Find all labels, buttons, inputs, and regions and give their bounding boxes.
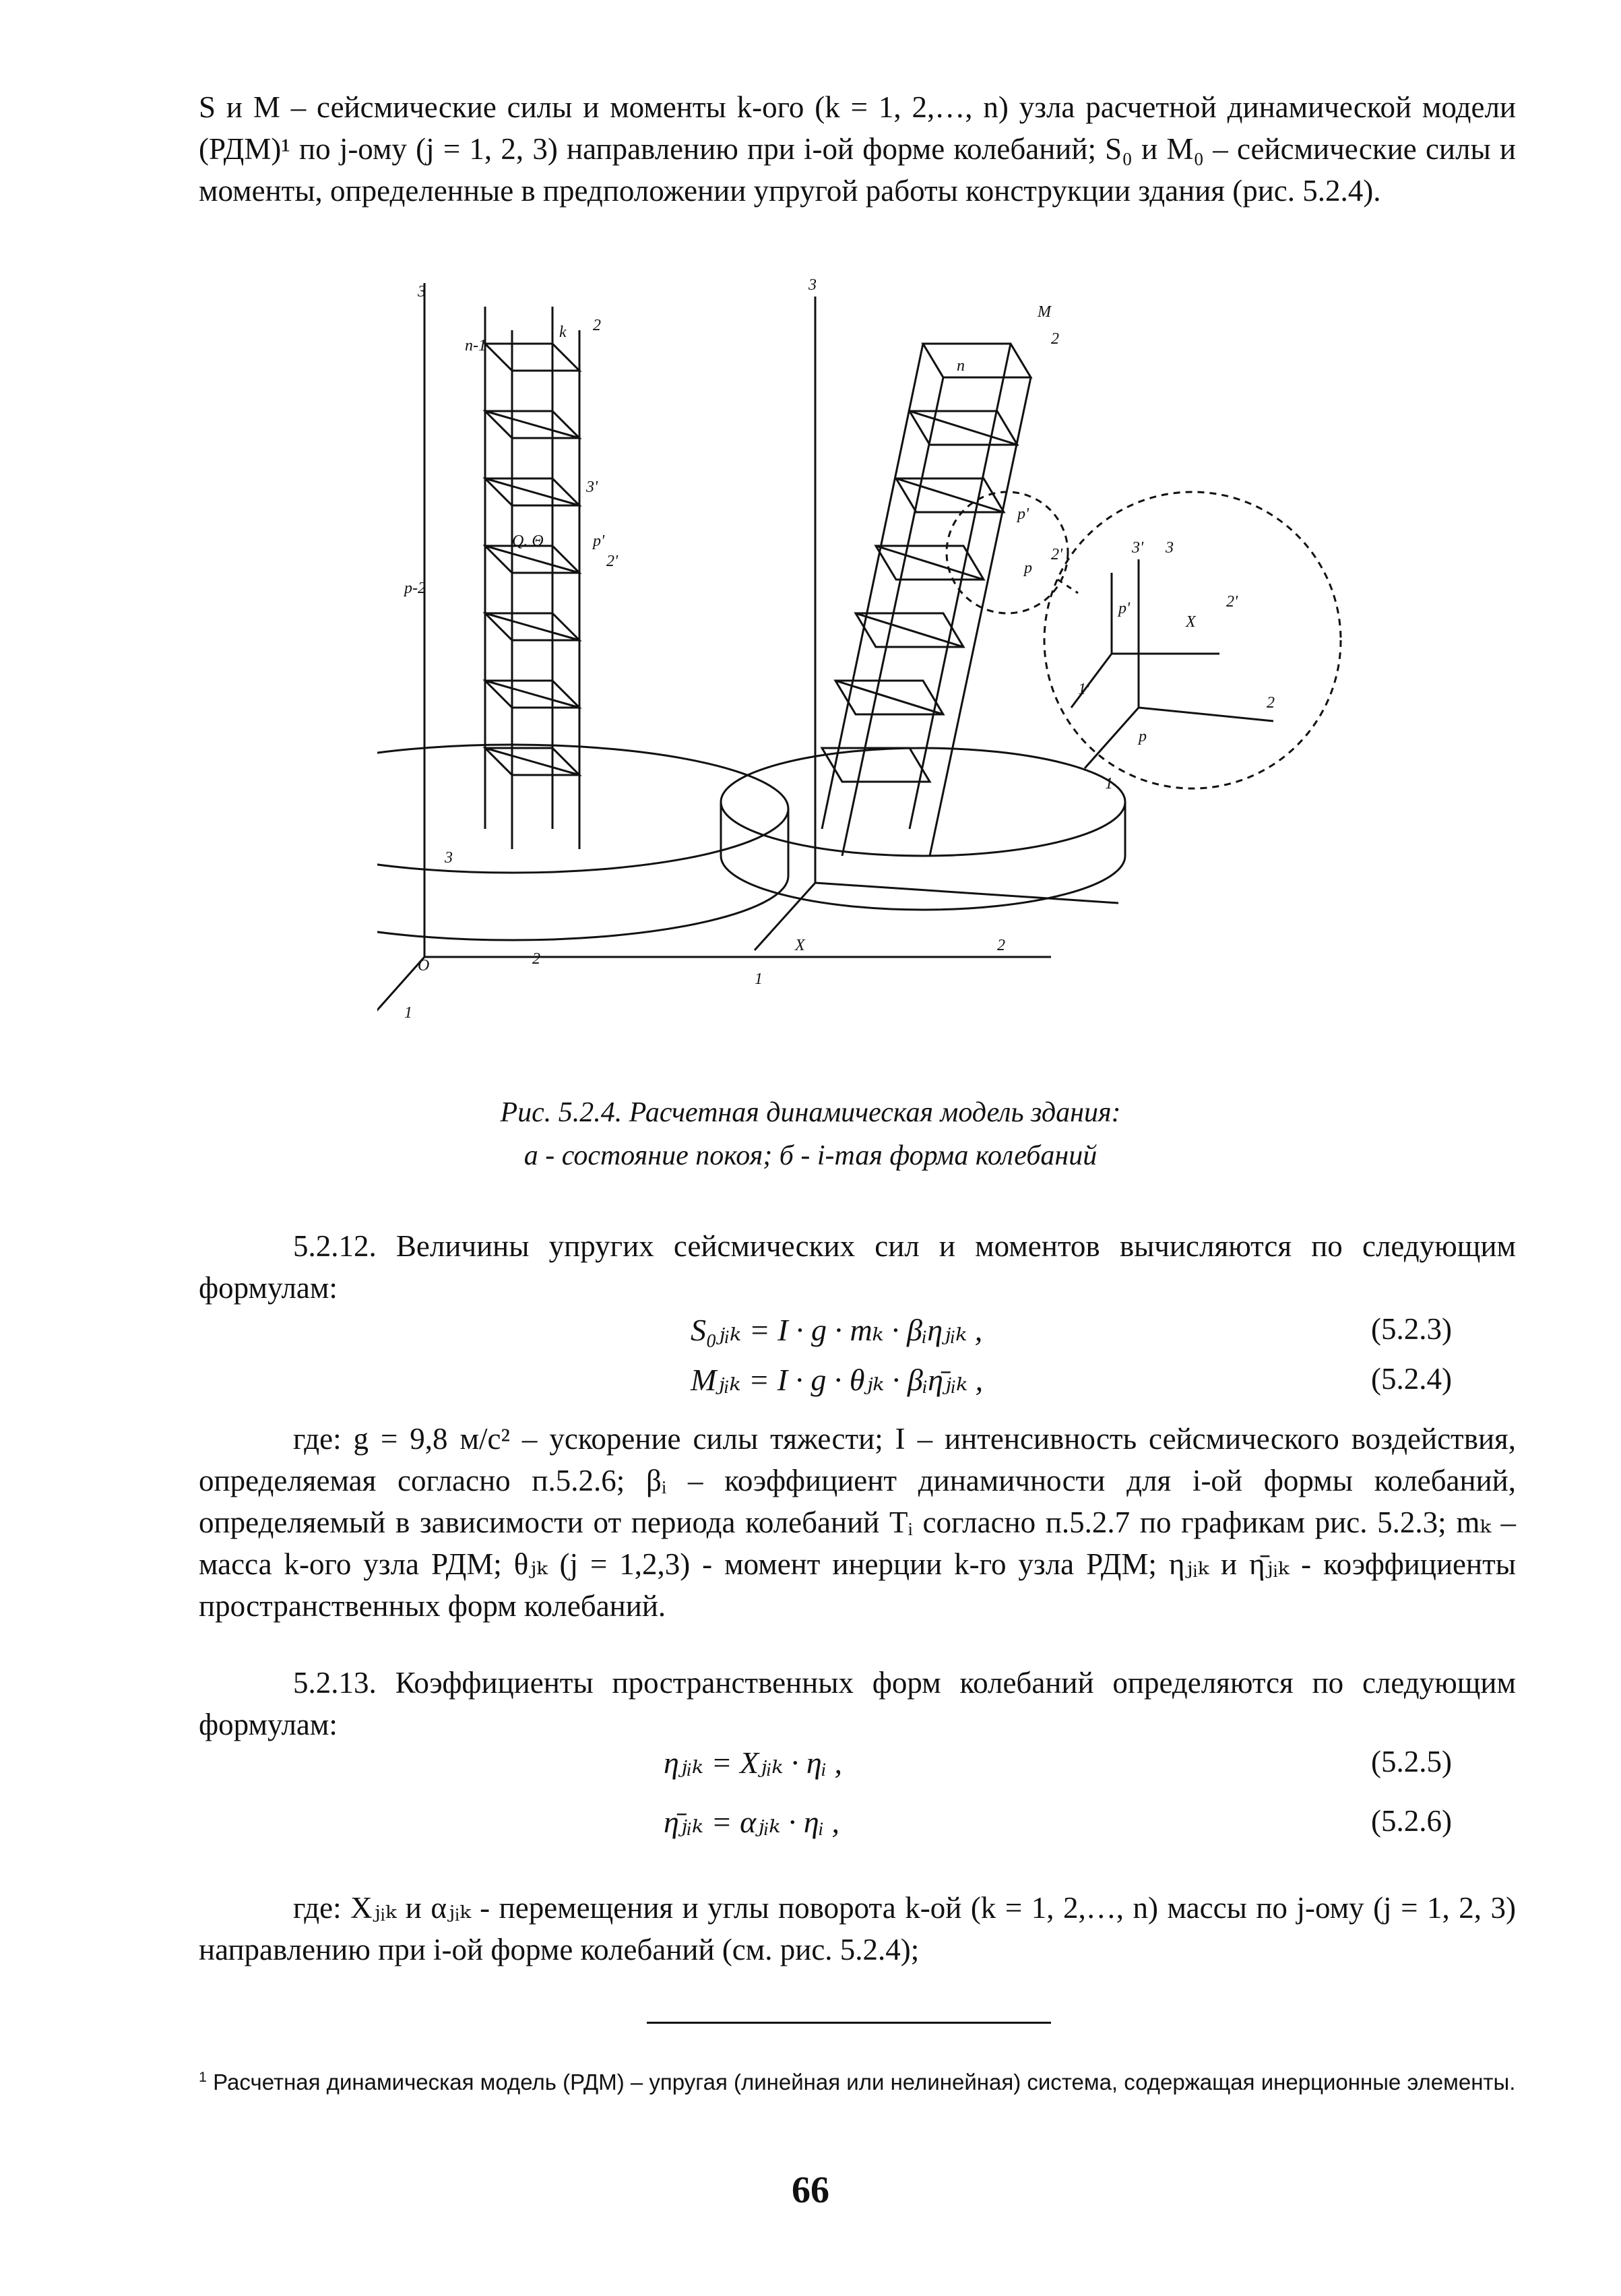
formula-number-5-2-5: (5.2.5) [1371, 1745, 1452, 1778]
svg-text:p: p [1139, 728, 1147, 745]
svg-text:1: 1 [755, 970, 763, 988]
svg-text:2: 2 [997, 937, 1005, 954]
svg-text:1': 1' [1078, 681, 1090, 698]
page-number: 66 [792, 2169, 829, 2211]
formula-number-5-2-6: (5.2.6) [1371, 1804, 1452, 1838]
svg-text:p-2: p-2 [404, 580, 426, 597]
svg-text:2: 2 [593, 317, 601, 334]
footnote [199, 2061, 1516, 2099]
model-a-rest-state [377, 283, 1051, 1018]
svg-text:2': 2' [606, 553, 618, 570]
svg-text:3: 3 [808, 276, 817, 294]
formula-5-2-6: η̄ⱼᵢₖ = αⱼᵢₖ · ηᵢ , [664, 1805, 840, 1839]
svg-text:3: 3 [418, 283, 426, 301]
building-model-figure [377, 276, 1361, 1051]
where-paragraph-1: где: g = 9,8 м/с² – ускорение силы тяжести; I – интенсивность сейсмического воздействия, определяемая согласно п.5.2.6; βᵢ – коэффициент динамичности для i-ой формы колебаний, определяемый в зависимости от периода колебаний Tᵢ согласно п.5.2.7 по графикам рис. 5.2.3; mₖ – масса k-ого узла РДМ; θⱼₖ (j = 1,2,3) - момент инерции k-го узла РДМ; ηⱼᵢₖ и η̄ⱼᵢₖ - коэффициенты пространственных форм колебаний. [199, 1422, 1516, 1623]
formula-5-2-4: Mⱼᵢₖ = I · g · θⱼₖ · βᵢη̄ⱼᵢₖ , [691, 1363, 984, 1397]
svg-text:3': 3' [1132, 539, 1144, 557]
svg-text:X: X [795, 937, 805, 954]
formula-5-2-5: ηⱼᵢₖ = Xⱼᵢₖ · ηᵢ , [664, 1745, 842, 1780]
svg-text:2: 2 [1051, 330, 1059, 348]
formula-5-2-3: S₀ⱼᵢₖ = I · g · mₖ · βᵢηⱼᵢₖ , [691, 1313, 983, 1347]
footnote-text: Расчетная динамическая модель (РДМ) – упругая (линейная или нелинейная) система, содержащая инерционные элементы. [213, 2070, 1516, 2095]
footnote-mark: 1 [199, 2069, 207, 2085]
figure-caption-line-1: Рис. 5.2.4. Расчетная динамическая модель здания: [500, 1097, 1121, 1128]
svg-text:2: 2 [1267, 694, 1275, 712]
footnote-separator [647, 2022, 1051, 2024]
svg-text:2: 2 [532, 950, 540, 968]
svg-text:1: 1 [1105, 775, 1113, 793]
svg-text:3: 3 [445, 849, 453, 867]
section-5-2-12: 5.2.12. Величины упругих сейсмических сил и моментов вычисляются по следующим формулам: [199, 1229, 1516, 1305]
svg-text:p': p' [1118, 600, 1131, 617]
svg-text:3': 3' [586, 478, 598, 496]
formula-number-5-2-3: (5.2.3) [1371, 1312, 1452, 1346]
svg-text:p': p' [593, 532, 605, 550]
model-b-mode-shape [721, 297, 1341, 950]
svg-text:1: 1 [404, 1004, 412, 1022]
svg-text:p: p [1024, 559, 1032, 577]
svg-text:O: O [418, 957, 430, 974]
formula-number-5-2-4: (5.2.4) [1371, 1362, 1452, 1396]
figure-labels [403, 276, 1275, 1022]
svg-text:3: 3 [1166, 539, 1174, 557]
svg-text:p': p' [1017, 505, 1029, 523]
svg-text:2': 2' [1051, 546, 1063, 563]
svg-text:Q. Θ: Q. Θ [512, 532, 544, 550]
where-paragraph-2: где: Xⱼᵢₖ и αⱼᵢₖ - перемещения и углы поворота k-ой (k = 1, 2,…, n) массы по j-ому (j = 1, 2, 3) направлению при i-ой форме колебаний (см. рис. 5.2.4); [199, 1891, 1516, 1966]
figure-caption-line-2: а - состояние покоя; б - i-тая форма колебаний [523, 1140, 1098, 1171]
svg-text:n: n [957, 357, 965, 375]
svg-text:2': 2' [1226, 593, 1238, 611]
svg-text:k: k [559, 323, 567, 341]
section-5-2-13: 5.2.13. Коэффициенты пространственных форм колебаний определяются по следующим формулам: [199, 1666, 1516, 1741]
intro-paragraph: S и M – сейсмические силы и моменты k-ого (k = 1, 2,…, n) узла расчетной динамической модели (РДМ)¹ по j-ому (j = 1, 2, 3) направлению при i-ой форме колебаний; S₀ и M₀ – сейсмические силы и моменты, определенные в предположении упругой работы конструкции здания (рис. 5.2.4). [199, 90, 1516, 208]
svg-text:M: M [1038, 303, 1051, 321]
svg-text:n-1: n-1 [465, 337, 486, 354]
svg-text:X: X [1186, 613, 1196, 631]
